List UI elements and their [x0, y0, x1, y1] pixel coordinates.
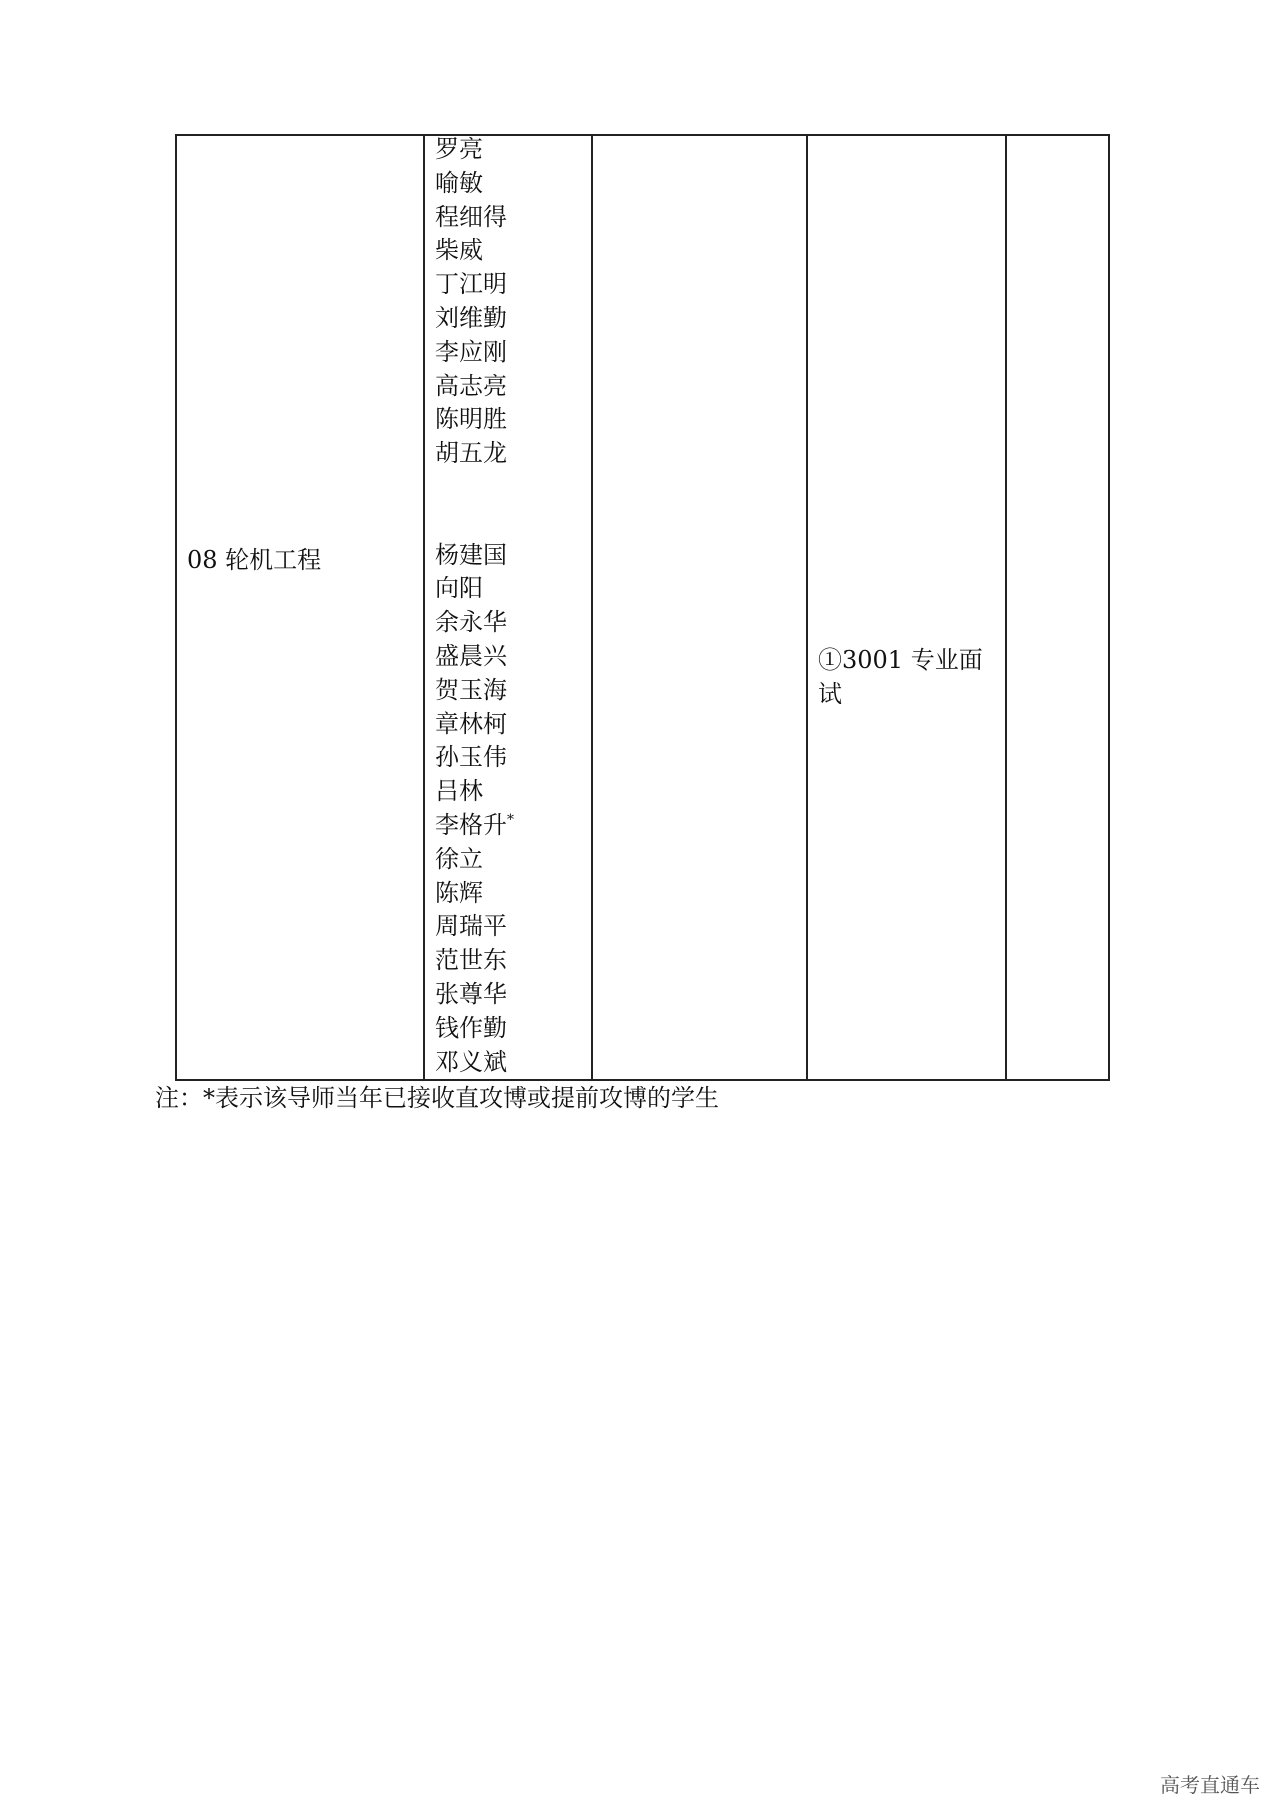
- exam-column: [806, 136, 1005, 1079]
- advisor-name: 章林柯: [435, 709, 507, 738]
- advisor-name: 贺玉海: [435, 675, 507, 704]
- advisor-name: 范世东: [435, 946, 507, 975]
- advisor-name: 刘维勤: [435, 303, 507, 332]
- advisor-name: 程细得: [435, 202, 507, 231]
- asterisk-marker: *: [507, 811, 514, 828]
- watermark-logo: 高考直通车: [1160, 1773, 1260, 1797]
- advisor-name: 胡五龙: [435, 439, 507, 468]
- advisor-list: [435, 133, 514, 1079]
- advisor-name: 杨建国: [435, 540, 507, 569]
- exam-subject: ①3001 专业面试: [818, 646, 983, 708]
- advisor-column: [423, 136, 591, 1079]
- remarks-column: [1005, 136, 1108, 1079]
- advisor-name: 柴威: [435, 236, 483, 265]
- advisor-name: 孙玉伟: [435, 743, 507, 772]
- advisor-name: 罗亮: [435, 135, 483, 163]
- footnote: 注：*表示该导师当年已接收直攻博或提前攻博的学生: [155, 1084, 719, 1112]
- advisor-name: 陈辉: [435, 878, 483, 907]
- advisor-name: 丁江明: [435, 270, 507, 299]
- advisor-name: 陈明胜: [435, 405, 507, 434]
- advisor-name: 李应刚: [435, 337, 507, 366]
- advisor-name: 张尊华: [435, 979, 507, 1008]
- advisor-name: 周瑞平: [435, 912, 507, 941]
- enrollment-table: [175, 134, 1110, 1081]
- advisor-name: 吕林: [435, 777, 483, 806]
- empty-column: [591, 136, 806, 1079]
- advisor-name: 喻敏: [435, 168, 483, 197]
- advisor-name: 向阳: [435, 574, 483, 603]
- major-name: 08 轮机工程: [187, 546, 322, 574]
- advisor-name: 李格升*: [435, 810, 514, 839]
- advisor-name: 钱作勤: [435, 1013, 507, 1042]
- advisor-name: 邓义斌: [435, 1047, 507, 1076]
- advisor-name: 盛晨兴: [435, 641, 507, 670]
- list-spacer: [435, 471, 514, 539]
- advisor-name: 余永华: [435, 608, 507, 637]
- advisor-name: 徐立: [435, 844, 483, 873]
- major-column: [177, 136, 423, 1079]
- advisor-name: 高志亮: [435, 371, 507, 400]
